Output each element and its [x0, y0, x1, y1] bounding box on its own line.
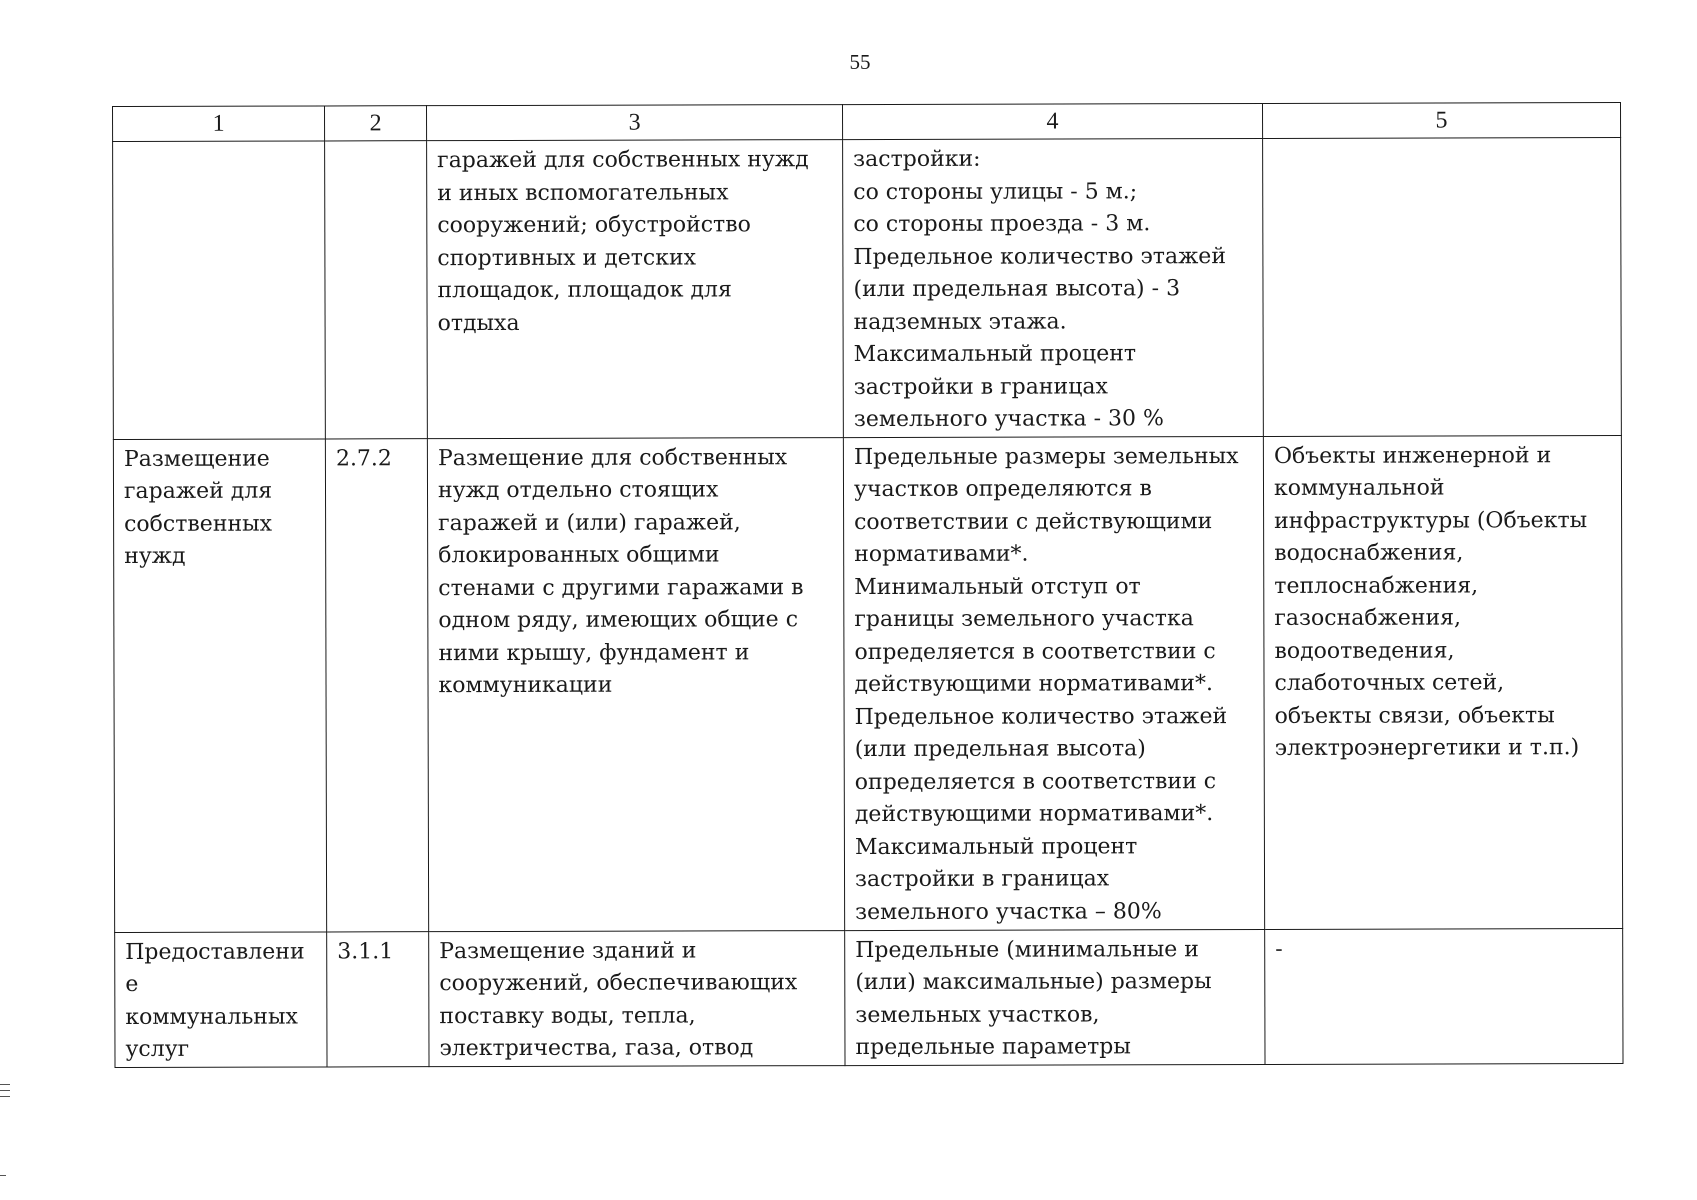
cell-allowed-objects: - — [1265, 928, 1623, 1064]
cell-use-description: гаражей для собственных нужд и иных вспомогательных сооружений; обустройство спортивных и детских площадок, площадок для отдыха — [427, 140, 844, 439]
cell-use-description: Размещение для собственных нужд отдельно стоящих гаражей и (или) гаражей, блокированных общими стенами с другими гаражами в одном ряду, имеющих общие с ними крышу, фундамент и коммуникации — [427, 437, 844, 931]
cell-use-name: Размещение гаражей для собственных нужд — [113, 438, 326, 932]
cell-use-description: Размещение зданий и сооружений, обеспечивающих поставку воды, тепла, электричества, газа, отвод — [429, 930, 845, 1066]
cell-build-parameters: Предельные размеры земельных участков определяются в соответствии с действующими нормативами*. Минимальный отступ от границы земельного участка определяется в соответствии с действующими нормативами*. Предельное количество этажей (или предельная высота) определяется в соответствии с действующими нормативами*. Максимальный процент застройки в границах земельного участка – 80% — [843, 436, 1264, 930]
cell-use-name — [113, 141, 326, 439]
table-row — [115, 928, 1623, 1067]
cell-build-parameters: застройки: со стороны улицы - 5 м.; со стороны проезда - 3 м. Предельное количество этажей (или предельная высота) - 3 надземных этажа. Максимальный процент застройки в границах земельного участка - 30 % — [843, 138, 1264, 437]
table-row — [113, 435, 1622, 932]
page-number: 55 — [849, 50, 871, 74]
scan-edge-mark — [0, 1084, 10, 1085]
zoning-table — [112, 102, 1624, 1067]
cell-allowed-objects: Объекты инженерной и коммунальной инфраструктуры (Объекты водоснабжения, теплоснабжения, газоснабжения, водоотведения, слаботочных сетей, объекты связи, объекты электроэнергетики и т.п.) — [1263, 435, 1622, 929]
cell-use-code: 2.7.2 — [325, 438, 428, 931]
scan-edge-mark — [0, 1175, 6, 1176]
column-header-2: 2 — [325, 106, 427, 141]
cell-use-code: 3.1.1 — [327, 931, 429, 1066]
cell-allowed-objects — [1263, 138, 1622, 436]
scan-edge-mark — [0, 1096, 10, 1097]
table-header-row — [113, 103, 1621, 142]
table-row — [113, 138, 1622, 439]
cell-build-parameters: Предельные (минимальные и (или) максимальные) размеры земельных участков, предельные параметры — [845, 929, 1265, 1065]
column-header-3: 3 — [427, 105, 843, 141]
cell-use-name: Предоставлени е коммунальных услуг — [115, 931, 327, 1067]
scan-edge-mark — [0, 1090, 10, 1091]
column-header-5: 5 — [1262, 103, 1620, 139]
column-header-4: 4 — [842, 103, 1262, 139]
column-header-1: 1 — [113, 106, 325, 142]
cell-use-code — [325, 141, 428, 439]
